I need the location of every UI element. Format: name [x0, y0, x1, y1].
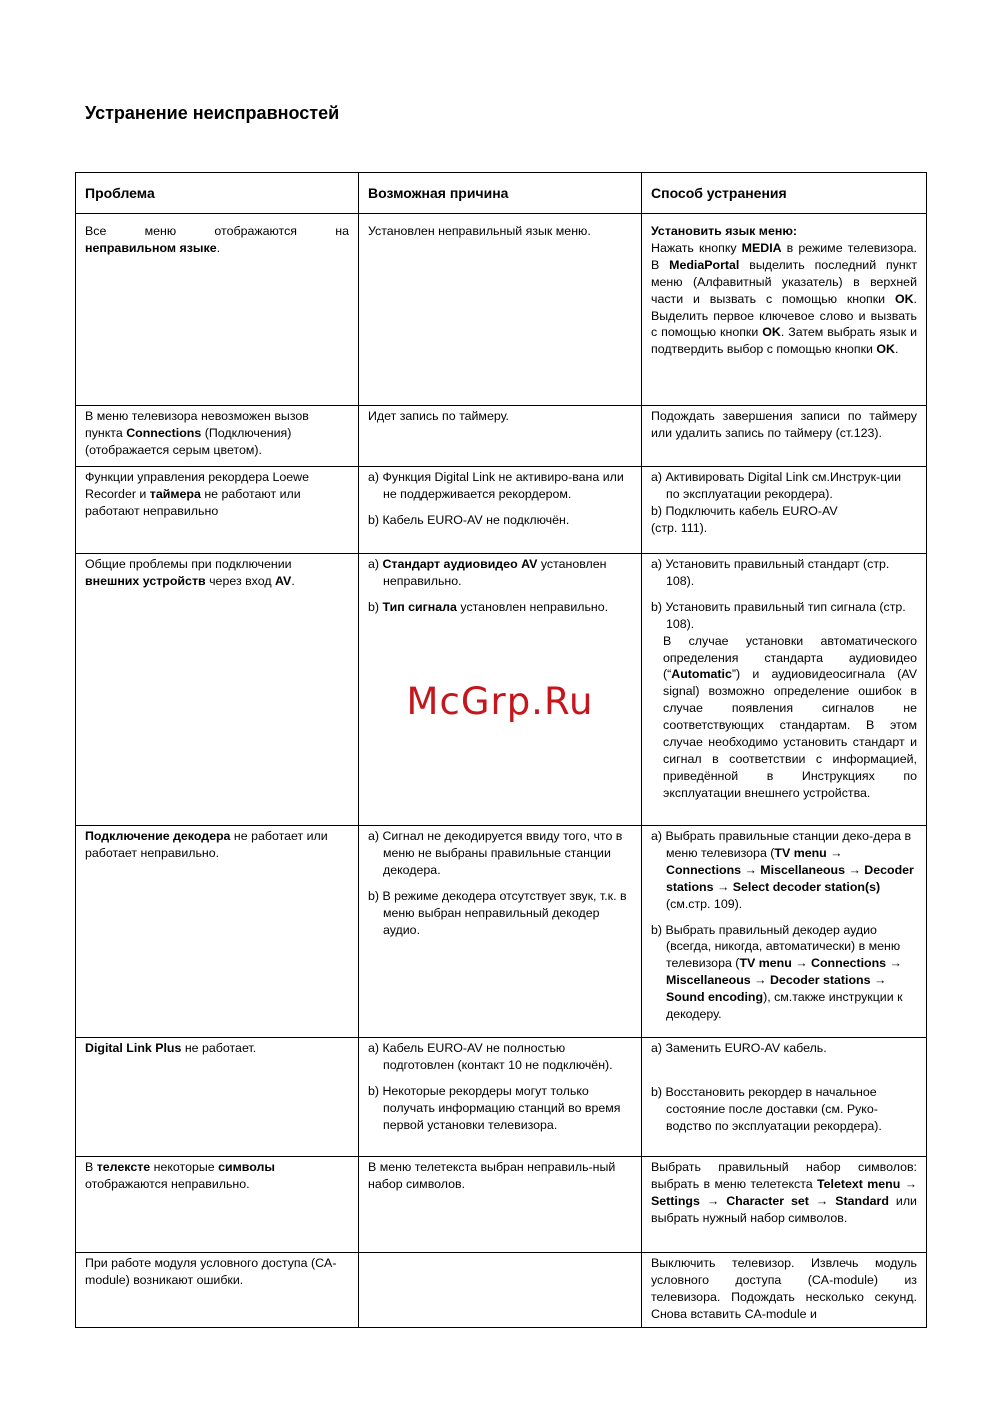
table-row — [76, 406, 927, 467]
cause-cell: Установлен неправильный язык меню. — [359, 214, 642, 406]
cause-cell: a) Сигнал не декодируется ввиду того, что в меню не выбраны правильные станции декодера. b) В режиме декодера отсутствует звук, т.к. в меню выбран неправильный декодер аудио. — [359, 826, 642, 1038]
header-solution: Способ устранения — [642, 173, 927, 214]
problem-cell: Все меню отображаются на неправильном языке. — [76, 214, 359, 406]
table-row — [76, 1038, 927, 1157]
cause-cell — [359, 1253, 642, 1328]
cause-cell: a) Функция Digital Link не активиро-вана или не поддерживается рекордером. b) Кабель EURO-AV не подключён. — [359, 467, 642, 554]
header-cause: Возможная причина — [359, 173, 642, 214]
problem-cell: В меню телевизора невозможен вызов пункта Connections (Подключения) (отображается серым цветом). — [76, 406, 359, 467]
watermark: McGrp.Ru — [406, 680, 594, 723]
cause-cell: a) Стандарт аудиовидео AV установлен неправильно. b) Тип сигнала установлен неправильно. — [359, 554, 642, 826]
table-row — [76, 1157, 927, 1253]
table-header-row — [76, 173, 927, 214]
solution-cell: Выбрать правильный набор символов: выбрать в меню телетекста Teletext menu → Settings → Character set → Standard или выбрать нужный набор символов. — [642, 1157, 927, 1253]
troubleshooting-table — [75, 172, 927, 1328]
problem-cell: Общие проблемы при подключении внешних устройств через вход AV. — [76, 554, 359, 826]
problem-cell: В телексте некоторые символы отображаются неправильно. — [76, 1157, 359, 1253]
solution-cell: Подождать завершения записи по таймеру или удалить запись по таймеру (ст.123). — [642, 406, 927, 467]
cause-cell: a) Кабель EURO-AV не полностью подготовлен (контакт 10 не подключён). b) Некоторые рекордеры могут только получать информацию станций во время первой установки телевизора. — [359, 1038, 642, 1157]
table-row — [76, 826, 927, 1038]
problem-cell: Digital Link Plus не работает. — [76, 1038, 359, 1157]
solution-cell: a) Установить правильный стандарт (стр. 108). b) Установить правильный тип сигнала (стр. 108). В случае установки автоматического определения стандарта аудиовидео (“Automatic”) и аудиовидеосигнала (AV signal) возможно определение ошибок в случае появления сигналов не соответствующих стандартам. В этом случае необходимо установить стандарт и сигнал в соответствии с информацией, приведённой в Инструкциях по эксплуатации внешнего устройства. — [642, 554, 927, 826]
table-row — [76, 214, 927, 406]
table-row — [76, 467, 927, 554]
page-title: Устранение неисправностей — [85, 103, 340, 123]
cause-cell: В меню телетекста выбран неправиль-ный набор символов. — [359, 1157, 642, 1253]
solution-cell: Выключить телевизор. Извлечь модуль условного доступа (CA-module) из телевизора. Подождать несколько секунд. Снова вставить CA-module и — [642, 1253, 927, 1328]
header-problem: Проблема — [76, 173, 359, 214]
solution-cell: a) Заменить EURO-AV кабель. b) Восстановить рекордер в начальное состояние после доставки (см. Руко-водство по эксплуатации рекордера). — [642, 1038, 927, 1157]
problem-cell: Функции управления рекордера Loewe Recorder и таймера не работают или работают неправильно — [76, 467, 359, 554]
solution-cell: a) Активировать Digital Link см.Инструк-ции по эксплуатации рекордера). b) Подключить кабель EURO-AV (стр. 111). — [642, 467, 927, 554]
solution-cell: Установить язык меню: Нажать кнопку MEDIA в режиме телевизора. В MediaPortal выделить последний пункт меню (Алфавитный указатель) в верхней части и вызвать с помощью кнопки OK. Выделить первое ключевое слово и вызвать с помощью кнопки OK. Затем выбрать язык и подтвердить выбор с помощью кнопки OK. — [642, 214, 927, 406]
table-row — [76, 1253, 927, 1328]
problem-cell: Подключение декодера не работает или работает неправильно. — [76, 826, 359, 1038]
cause-cell: Идет запись по таймеру. — [359, 406, 642, 467]
problem-cell: При работе модуля условного доступа (CA-module) возникают ошибки. — [76, 1253, 359, 1328]
solution-cell: a) Выбрать правильные станции деко-дера в меню телевизора (TV menu → Connections → Miscellaneous → Decoder stations → Select decoder station(s) (см.стр. 109). b) Выбрать правильный декодер аудио (всегда, никогда, автоматически) в меню телевизора (TV menu → Connections → Miscellaneous → Decoder stations → Sound encoding), см.также инструкции к декодеру. — [642, 826, 927, 1038]
